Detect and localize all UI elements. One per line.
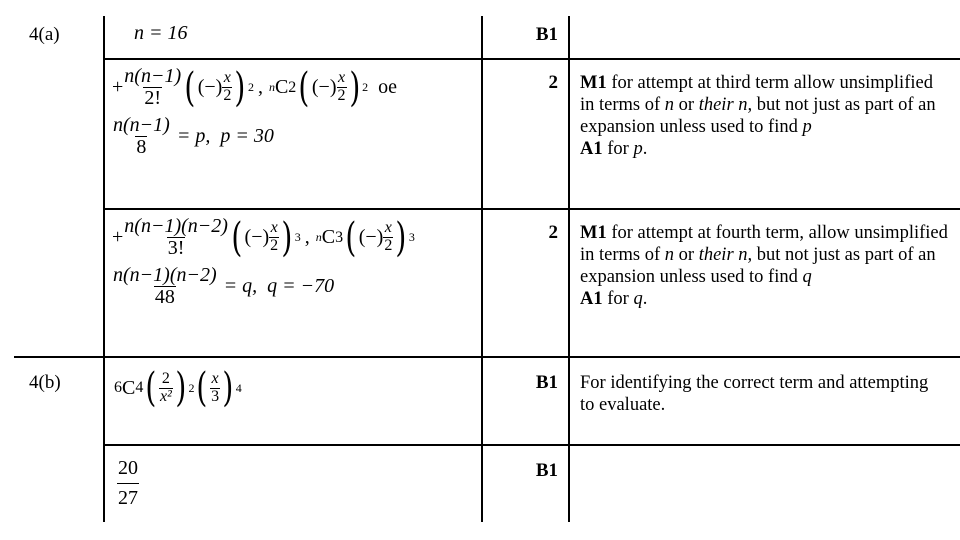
a1-code: A1 (580, 289, 603, 309)
open-paren-2: ( (298, 64, 310, 111)
close-paren-a: ) (175, 365, 187, 411)
two-den-b: 2 (337, 87, 346, 104)
minus-term-2: (−) (358, 226, 384, 248)
a1-period: . (642, 289, 648, 309)
q-denominator: 48 (154, 286, 175, 308)
exp-b: 4 (235, 380, 242, 395)
oe-label: oe (378, 76, 397, 98)
comma: , (304, 226, 310, 248)
x-over-2-b (337, 70, 347, 105)
guidance-row-3 (580, 222, 950, 310)
c-letter: C (122, 376, 136, 399)
exp-a: 2 (188, 380, 195, 395)
f1-num: 2 (161, 369, 170, 387)
p-fraction (112, 115, 171, 158)
question-label-4a: 4(a) (29, 24, 60, 45)
two-over-x2 (159, 371, 173, 406)
third-term-expression (112, 66, 477, 109)
close-paren-b: ) (222, 365, 234, 411)
answer-6c4-term (114, 365, 242, 411)
or-word: or (674, 95, 699, 115)
c-sub: 4 (135, 379, 144, 396)
m1-text-1: for attempt at fourth term, allow unsimplified in terms of (580, 223, 948, 265)
close-paren-2: ) (395, 214, 407, 261)
x-over-3 (210, 371, 220, 406)
question-label-4b: 4(b) (29, 372, 61, 393)
close-paren-2: ) (348, 64, 360, 111)
minus-term: (−) (197, 76, 223, 98)
coef-denominator: 2! (144, 87, 162, 109)
ncr-sub: 3 (335, 228, 344, 246)
p-result: = p, p = 30 (176, 125, 274, 147)
p-numerator: n(n−1) (113, 114, 170, 136)
row-divider-4 (103, 444, 960, 446)
answer-fourth-term (112, 216, 477, 308)
m1-code: M1 (580, 73, 607, 93)
close-paren: ) (234, 64, 246, 111)
row-divider-2 (103, 208, 960, 210)
m1-code: M1 (580, 223, 607, 243)
plus-sign: + (112, 76, 124, 98)
their-n: their n, (698, 95, 753, 115)
final-den: 27 (117, 483, 139, 509)
c-pre: 6 (114, 379, 122, 396)
two-den: 2 (270, 237, 279, 254)
a1-text: for (602, 139, 634, 159)
answer-20-27 (117, 458, 139, 509)
p-var: p (802, 117, 812, 137)
two-den-b: 2 (384, 237, 393, 254)
x-num: x (270, 219, 278, 237)
x-num: x (223, 69, 231, 87)
marks-row-4: B1 (535, 372, 558, 393)
minus-term: (−) (244, 226, 270, 248)
exponent-2: 3 (408, 230, 415, 244)
n-var: n (664, 245, 675, 265)
m1-text-1: for attempt at third term allow unsimplified in terms of (580, 73, 933, 115)
open-paren-2: ( (345, 214, 357, 261)
ncr-pre: n (268, 80, 275, 94)
marks-row-5: B1 (535, 460, 558, 481)
coef-denominator: 3! (167, 237, 185, 259)
ncr-c: C (274, 76, 289, 98)
answer-text: n = 16 (134, 22, 188, 44)
f2-den: 3 (211, 387, 220, 405)
close-paren: ) (281, 214, 293, 261)
a1-text: for (602, 289, 634, 309)
marks-row-2: 2 (548, 72, 558, 93)
col-divider-1 (103, 16, 105, 522)
col-divider-3 (568, 16, 570, 522)
or-word: or (674, 245, 699, 265)
q-var: q (802, 267, 812, 287)
ncr-pre: n (315, 230, 322, 244)
col-divider-2 (481, 16, 483, 522)
x-num-b: x (337, 69, 346, 87)
x-over-2 (269, 220, 279, 255)
ncr-c: C (321, 226, 336, 248)
open-paren-b: ( (196, 365, 208, 411)
row-divider-1 (103, 58, 960, 60)
f2-num: x (211, 369, 219, 387)
coef-fraction (123, 216, 229, 259)
p-denominator: 8 (136, 136, 147, 158)
p-equation (112, 115, 477, 158)
comma: , (257, 76, 263, 98)
f1-den: x² (159, 387, 172, 405)
marks-row-3: 2 (548, 222, 558, 243)
m1-text-2: but not just as part of an expansion unless used to find (580, 95, 936, 137)
coef-numerator: n(n−1)(n−2) (124, 215, 228, 237)
a1-code: A1 (580, 139, 603, 159)
a1-var: p (633, 139, 643, 159)
a1-var: q (633, 289, 643, 309)
exponent: 2 (247, 80, 254, 94)
minus-term-2: (−) (311, 76, 337, 98)
q-fraction (112, 265, 218, 308)
guidance-row-2 (580, 72, 950, 160)
final-fraction (117, 458, 139, 509)
m1-text-2: but not just as part of an expansion unless used to find (580, 245, 936, 287)
q-numerator: n(n−1)(n−2) (113, 264, 217, 286)
answer-n16 (134, 22, 188, 45)
exponent: 3 (294, 230, 301, 244)
exponent-2: 2 (362, 80, 369, 94)
n-var: n (664, 95, 675, 115)
two-den: 2 (223, 87, 232, 104)
plus-sign: + (112, 226, 124, 248)
their-n: their n, (698, 245, 753, 265)
coef-numerator: n(n−1) (124, 65, 182, 87)
x-over-2 (222, 70, 232, 105)
a1-period: . (642, 139, 648, 159)
open-paren: ( (231, 214, 243, 261)
fourth-term-expression (112, 216, 477, 259)
binomial-term (114, 365, 242, 411)
ncr-sub: 2 (288, 78, 297, 96)
row-divider-3 (14, 356, 960, 358)
x-num-b: x (384, 219, 392, 237)
q-equation (112, 265, 477, 308)
open-paren-a: ( (145, 365, 157, 411)
open-paren: ( (184, 64, 196, 111)
x-over-2-b (383, 220, 393, 255)
q-result: = q, q = −70 (223, 275, 335, 297)
marks-row-1: B1 (535, 24, 558, 45)
guidance-row-4: For identifying the correct term and attempting to evaluate. (580, 373, 929, 415)
coef-fraction (123, 66, 182, 109)
final-num: 20 (118, 457, 138, 479)
answer-third-term (112, 66, 477, 158)
